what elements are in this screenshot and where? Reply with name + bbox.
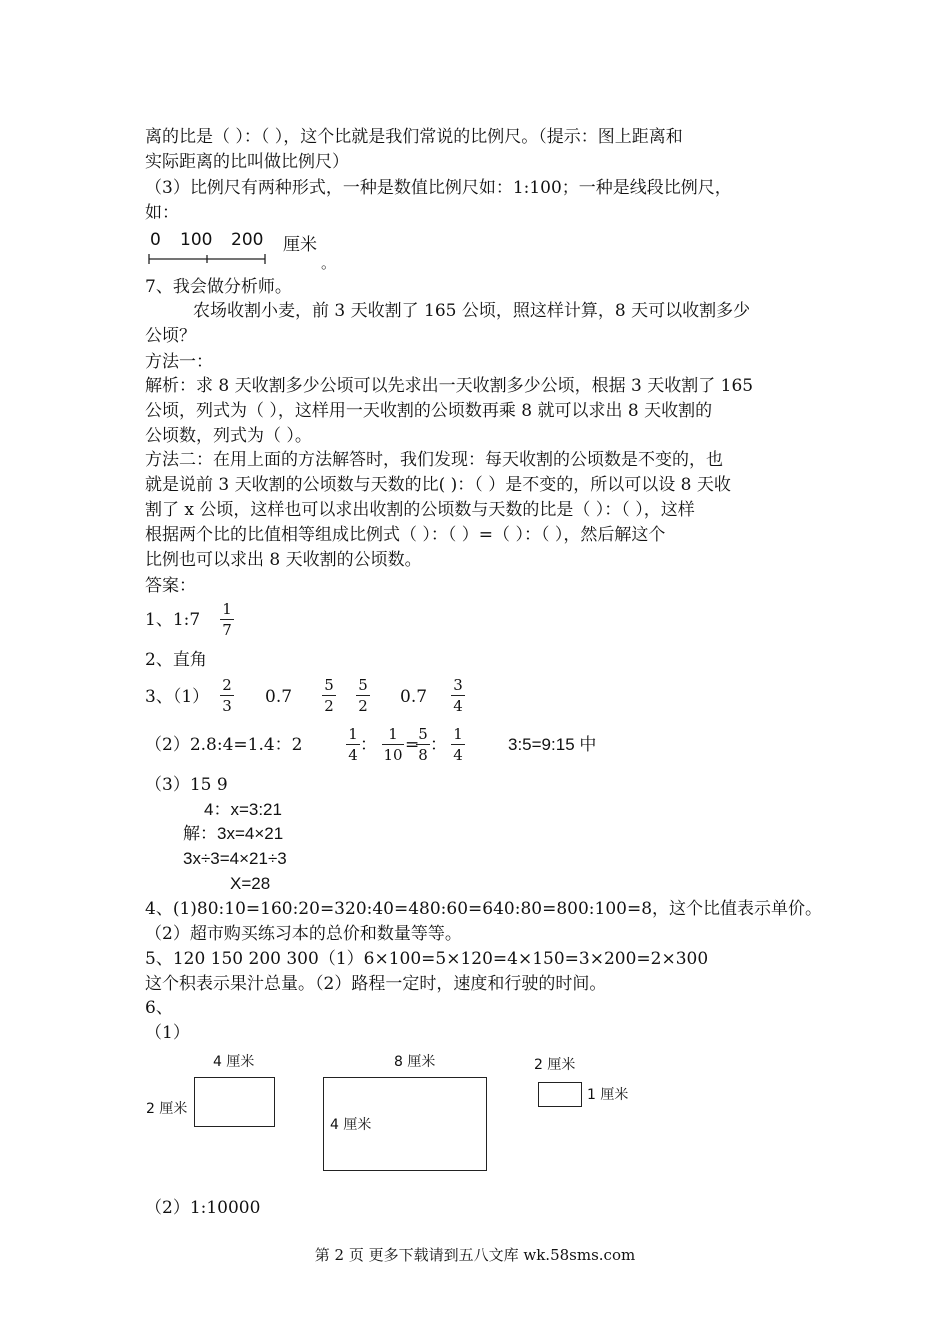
text-line: 根据两个比的比值相等组成比例式（ ）：（ ）=（ ）：（ ），然后解这个 xyxy=(145,525,666,545)
text-line: 公顷？ xyxy=(145,326,196,346)
ruler-label: 厘米 xyxy=(283,235,317,255)
rect-3-width-label: 2 厘米 xyxy=(534,1057,576,1073)
text-line: 公顷，列式为（ ），这样用一天收割的公顷数再乘 8 就可以求出 8 天收割的 xyxy=(145,401,713,421)
ruler-label: 100 xyxy=(180,230,213,250)
equation-line: 3x÷3=4×21÷3 xyxy=(183,849,287,868)
question-7-title: 7、我会做分析师。 xyxy=(145,277,292,297)
equation-line: X=28 xyxy=(230,874,271,893)
method-1-title: 方法一： xyxy=(145,352,213,372)
fraction: 5 2 xyxy=(322,676,336,715)
answer-value: 0.7 xyxy=(265,687,293,707)
text-line: 农场收割小麦，前 3 天收割了 165 公顷，照这样计算，8 天可以收割多少 xyxy=(193,301,751,321)
answer-3-label: 3、（1） xyxy=(145,687,210,707)
colon: ： xyxy=(360,735,377,755)
text-line: 实际距离的比叫做比例尺） xyxy=(145,152,349,172)
ruler-label: 0 xyxy=(150,230,161,250)
fraction: 3 4 xyxy=(451,676,465,715)
fraction: 1 4 xyxy=(451,725,465,764)
rect-1-height-label: 2 厘米 xyxy=(146,1101,188,1117)
answer-5-2: 这个积表示果汁总量。（2）路程一定时，速度和行驶的时间。 xyxy=(145,974,607,994)
answer-1: 1、1:7 xyxy=(145,610,201,630)
answer-2: 2、直角 xyxy=(145,650,207,670)
segment-scale-ruler xyxy=(145,228,345,272)
answer-4-2: （2）超市购买练习本的总价和数量等等。 xyxy=(145,924,462,944)
rect-1-width-label: 4 厘米 xyxy=(213,1054,255,1070)
rectangle-3 xyxy=(538,1082,582,1107)
answer-3-2: （2）2.8:4=1.4：2 xyxy=(145,735,303,755)
text-line: 如： xyxy=(145,203,179,223)
text-line: 割了 x 公顷，这样也可以求出收割的公顷数与天数的比是（ ）：（ ），这样 xyxy=(145,500,695,520)
answer-6-2: （2）1:10000 xyxy=(145,1198,261,1218)
rect-2-width-label: 8 厘米 xyxy=(394,1054,436,1070)
rectangle-2 xyxy=(323,1077,487,1171)
fraction: 1 7 xyxy=(220,600,234,639)
answer-4: 4、(1)80:10=160:20=320:40=480:60=640:80=800:100=8，这个比值表示单价。 xyxy=(145,899,823,919)
answer-6: 6、 xyxy=(145,998,173,1018)
colon: ： xyxy=(430,735,447,755)
answer-value: 3:5=9:15 中 xyxy=(508,735,597,754)
text-line: 公顷数，列式为（ ）。 xyxy=(145,426,312,446)
answers-title: 答案： xyxy=(145,576,196,596)
answer-3-3: （3）15 9 xyxy=(145,775,228,795)
equation-line: 4：x=3:21 xyxy=(204,800,282,819)
ruler-end-mark: 。 xyxy=(321,254,337,272)
equals: = xyxy=(405,735,420,755)
text-line: 比例也可以求出 8 天收割的公顷数。 xyxy=(145,550,422,570)
fraction: 1 4 xyxy=(346,725,360,764)
fraction: 5 2 xyxy=(356,676,370,715)
answer-6-1: （1） xyxy=(145,1023,190,1043)
text-line: （3）比例尺有两种形式，一种是数值比例尺如：1:100；一种是线段比例尺， xyxy=(145,178,732,198)
rect-2-height-label: 4 厘米 xyxy=(330,1117,372,1133)
text-line: 就是说前 3 天收割的公顷数与天数的比( )：（ ）是不变的，所以可以设 8 天收 xyxy=(145,475,731,495)
answer-value: 0.7 xyxy=(400,687,428,707)
text-line: 方法二：在用上面的方法解答时，我们发现：每天收割的公顷数是不变的，也 xyxy=(145,450,723,470)
text-line: 离的比是（ ）：（ ），这个比就是我们常说的比例尺。（提示：图上距离和 xyxy=(145,127,683,147)
equation-line: 解：3x=4×21 xyxy=(183,824,284,843)
page-footer: 第 2 页 更多下载请到五八文库 wk.58sms.com xyxy=(314,1246,636,1264)
ruler-line xyxy=(147,252,267,266)
fraction: 1 10 xyxy=(383,725,403,764)
text-line: 解析：求 8 天收割多少公顷可以先求出一天收割多少公顷，根据 3 天收割了 165 xyxy=(145,376,754,396)
rectangle-1 xyxy=(194,1077,275,1127)
fraction: 5 8 xyxy=(416,725,430,764)
rect-3-height-label: 1 厘米 xyxy=(587,1087,629,1103)
fraction: 2 3 xyxy=(220,676,234,715)
ruler-label: 200 xyxy=(231,230,264,250)
answer-5: 5、120 150 200 300（1）6×100=5×120=4×150=3×200=2×300 xyxy=(145,949,709,969)
